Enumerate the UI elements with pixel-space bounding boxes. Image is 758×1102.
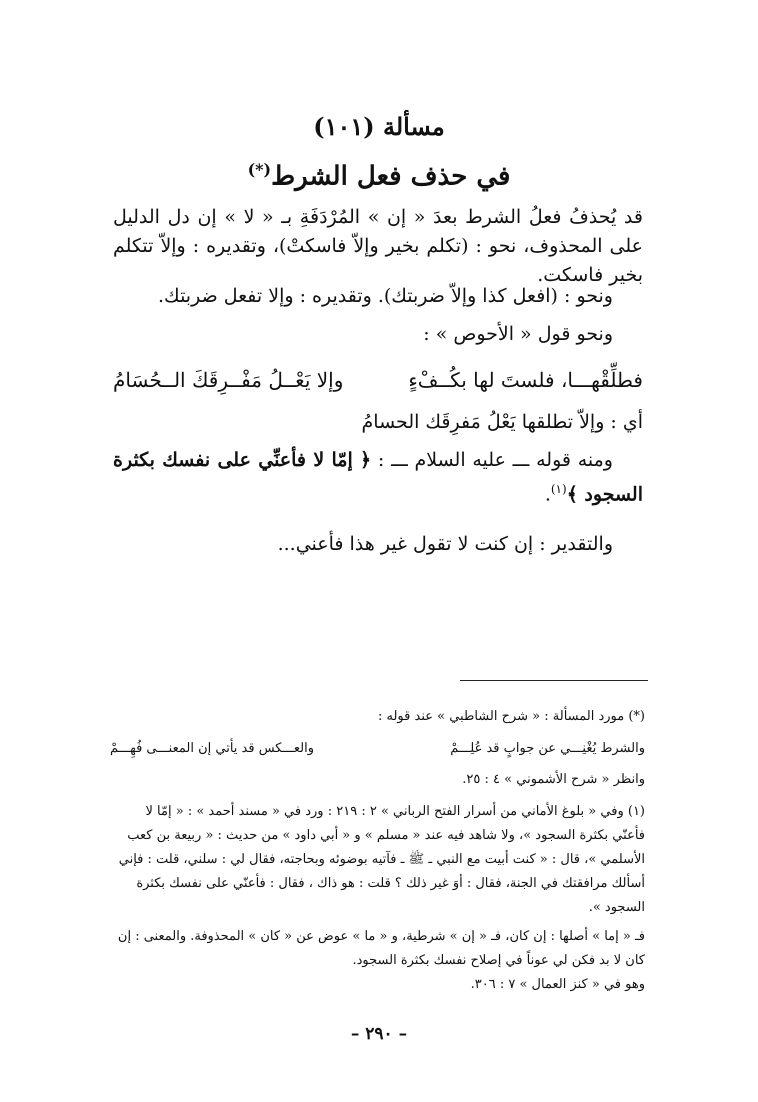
issue-title: مسألة (١٠١): [313, 112, 445, 141]
footnote-1-explanation: فـ « إما » أصلها : إن كان، فـ « إن » شرطية، و « ما » عوض عن « كان » المحذوفة. والمعنى : إن كان لا بد فكن لي عوناً في إصلاح نفسك بكثرة السجود.: [117, 929, 645, 968]
estimate-paragraph: والتقدير : إن كنت لا تقول غير هذا فأعني...: [277, 533, 613, 555]
footnote-verse-second: والعـــكس قد يأتي إن المعنـــى فُهِـــمْ: [110, 741, 315, 756]
page-number: – ٢٩٠ –: [350, 1024, 408, 1044]
verse-first-hemistich: فطلِّقْهـــا، فلستَ لها بكُــفْءٍ: [408, 368, 643, 392]
hadith-end: .: [544, 483, 551, 506]
footnote-1-source: وهو في « كنز العمال » ٧ : ٣٠٦.: [470, 977, 645, 992]
chapter-title: [0, 155, 758, 192]
example-paragraph: ونحو : (افعل كذا وإلاّ ضربتك). وتقديره : وإلا تفعل ضربتك.: [158, 285, 613, 307]
verse-second-hemistich: وإلا يَعْــلُ مَفْــرِقَكَ الــحُسَامُ: [113, 368, 344, 392]
chapter-title-text: في حذف فعل الشرط: [271, 161, 511, 192]
footnote-verse-first: والشرط يُغْنِـــي عن جوابٍ قد عُلِـــمْ: [450, 741, 645, 756]
verse-meaning: أي : وإلاّ تطلقها يَعْلُ مَفرِقَك الحسامُ: [361, 411, 643, 433]
footnote-star: (*) مورد المسألة : « شرح الشاطبي » عند قوله :: [377, 709, 645, 724]
footnote-separator: [460, 680, 648, 681]
poet-intro: ونحو قول « الأحوص » :: [423, 323, 613, 345]
intro-paragraph: قد يُحذفُ فعلُ الشرط بعدَ « إن » المُرْدَفَةِ بـ « لا » إن دل الدليل على المحذوف، نحو : (تكلم بخير وإلاّ فاسكتْ)، وتقديره : وإلاّ تتكلم بخير فاسكت.: [113, 206, 643, 286]
hadith-intro: ومنه قوله ـــ عليه السلام ـــ :: [377, 449, 613, 471]
hadith-paragraph: [113, 446, 643, 509]
footnote-star-reference: وانظر « شرح الأشموني » ٤ : ٢٥.: [462, 772, 645, 787]
footnote-star-mark: (*): [247, 160, 272, 179]
footnote-ref-1: (١): [550, 482, 567, 496]
footnote-1: (١) وفي « بلوغ الأماني من أسرار الفتح الرباني » ٢ : ٢١٩ : ورد في « مسند أحمد » : « إمّا لا فأعنّي بكثرة السجود »، ولا شاهد فيه عند « مسلم » و « أبي داود » من حديث : « ربيعة بن كعب الأسلمي »، قال : « كنت أبيت مع النبي ـ ﷺ ـ فآتيه بوضوئه وبحاجته، فقال لي : سلني، قلت : فإني أسألك مرافقتك في الجنة، فقال : أوَ غير ذلك ؟ قلت : هو ذاك ، فقال : فأعنّي على نفسك بكثرة السجود ».: [118, 804, 645, 915]
hadith-text: ﴿ إمّا لا فأعنِّي على نفسك بكثرة السجود ﴾: [113, 449, 643, 506]
